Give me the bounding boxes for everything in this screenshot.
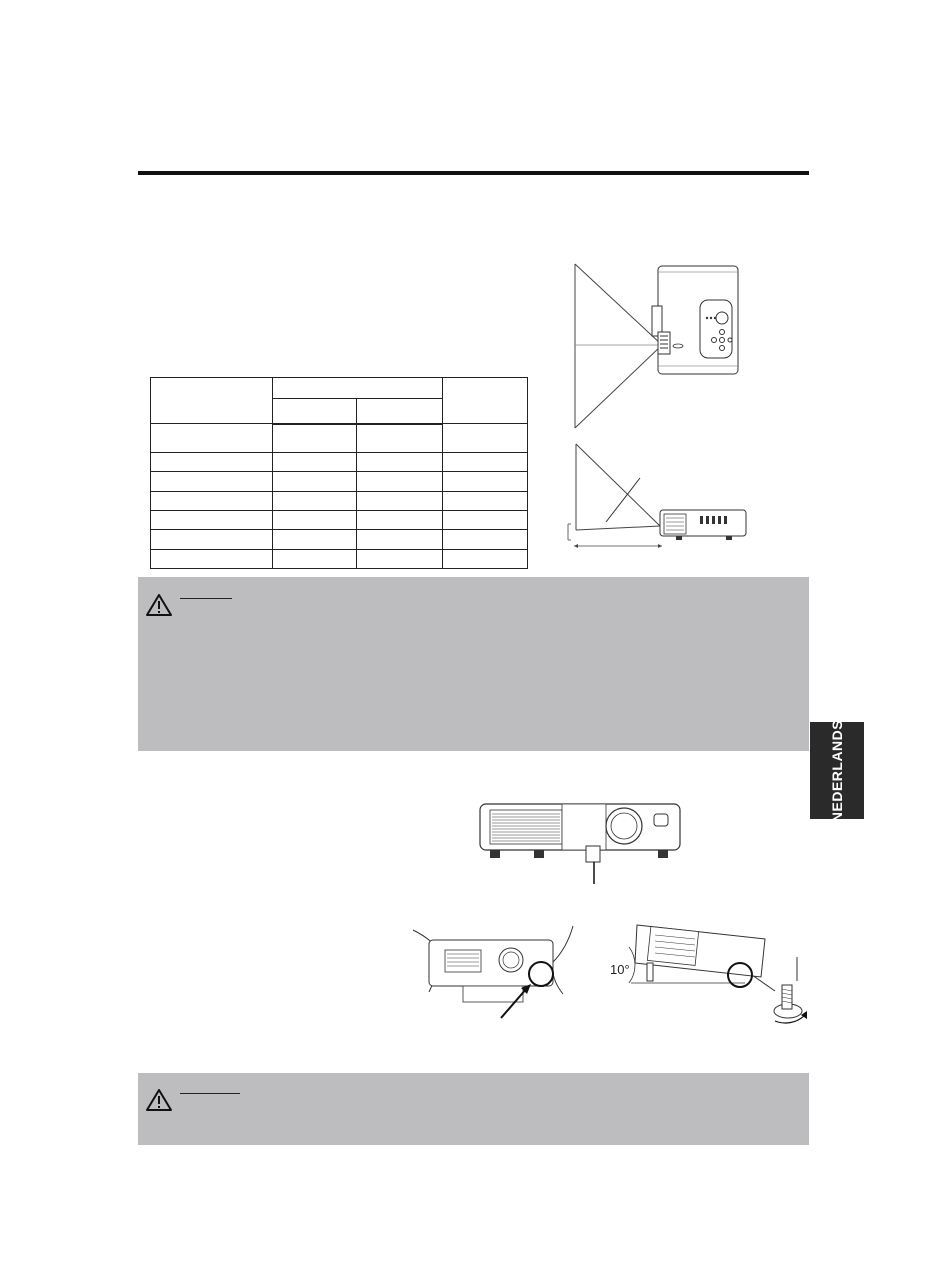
table-row — [151, 491, 528, 510]
screen-size-table — [150, 377, 527, 569]
warning-triangle-icon — [145, 593, 173, 617]
table-row — [151, 510, 528, 529]
projection-top-diagram — [566, 440, 756, 552]
tilt-angle-label: 10° — [610, 962, 630, 977]
hands-lift-diagram — [403, 918, 588, 1024]
warning-triangle-icon — [145, 1088, 173, 1112]
table-row — [151, 472, 528, 491]
warning-box-2 — [138, 1073, 809, 1145]
table-row — [151, 549, 528, 568]
projection-side-diagram — [570, 262, 750, 432]
table-header-cell — [357, 399, 443, 424]
warning-heading-underline — [180, 1093, 240, 1094]
table-row — [151, 424, 528, 453]
table-header-cell — [273, 399, 357, 424]
table-header-cell — [151, 378, 273, 424]
warning-box — [138, 577, 809, 751]
language-tab-label: NEDERLANDS — [829, 719, 846, 822]
language-tab[interactable] — [810, 719, 864, 822]
projector-front-diagram — [478, 800, 683, 886]
warning-heading-underline — [180, 598, 232, 599]
table-header-cell — [273, 378, 443, 399]
table-row — [151, 530, 528, 549]
tilt-adjust-diagram — [625, 917, 810, 1025]
table-row — [151, 453, 528, 472]
table-header-cell — [443, 378, 528, 424]
header-rule — [138, 171, 809, 175]
